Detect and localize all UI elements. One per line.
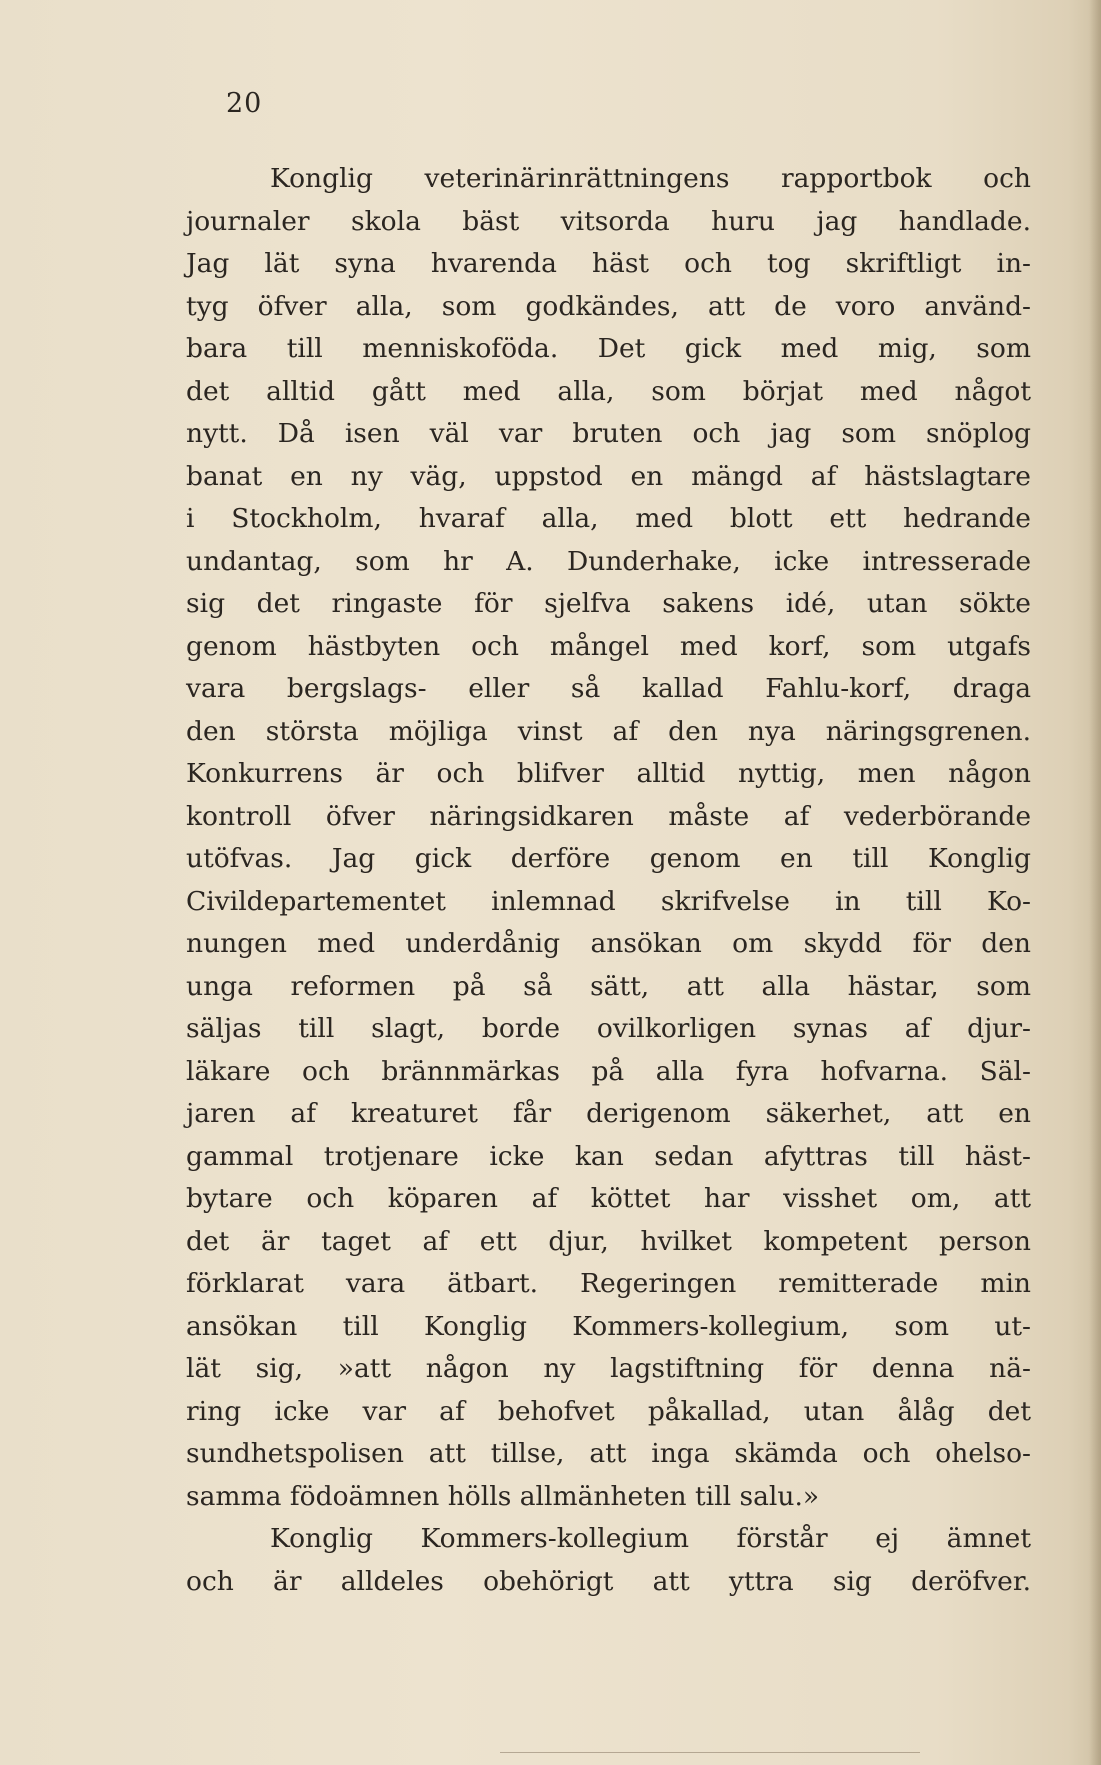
text-line: sig det ringaste för sjelfva sakens idé, utan sökte — [186, 588, 1031, 619]
text-line: ansökan till Konglig Kommers-kollegium, som ut- — [186, 1310, 1031, 1342]
text-line: utöfvas. Jag gick derföre genom en till Konglig — [186, 843, 1031, 874]
text-line: vara bergslags- eller så kallad Fahlu-korf, draga — [186, 673, 1031, 704]
text-line: Konkurrens är och blifver alltid nyttig, men någon — [186, 758, 1031, 789]
text-line: nungen med underdånig ansökan om skydd för den — [186, 928, 1031, 959]
text-line: ring icke var af behofvet påkallad, utan ålåg det — [186, 1395, 1031, 1427]
text-line: genom hästbyten och mångel med korf, som utgafs — [186, 630, 1031, 662]
text-line: läkare och brännmärkas på alla fyra hofvarna. Säl- — [186, 1055, 1031, 1087]
text-line: samma födoämnen hölls allmänheten till salu.» — [186, 1480, 820, 1512]
text-line: Civildepartementet inlemnad skrifvelse in till Ko- — [186, 885, 1031, 917]
text-line: Konglig veterinärinrättningens rapportbok och — [270, 163, 1031, 194]
page-number: 20 — [226, 88, 263, 119]
text-line: banat en ny väg, uppstod en mängd af hästslagtare — [186, 460, 1031, 492]
text-line: jaren af kreaturet får derigenom säkerhet, att en — [186, 1098, 1031, 1129]
text-line: det alltid gått med alla, som börjat med något — [186, 375, 1031, 407]
text-line: journaler skola bäst vitsorda huru jag handlade. — [186, 205, 1031, 237]
text-line: i Stockholm, hvaraf alla, med blott ett hedrande — [186, 503, 1031, 534]
text-line: nytt. Då isen väl var bruten och jag som snöplog — [186, 418, 1031, 449]
text-line: tyg öfver alla, som godkändes, att de voro använd- — [186, 290, 1031, 322]
page-edge-shadow — [1089, 0, 1101, 1765]
text-line: bara till menniskoföda. Det gick med mig, som — [186, 333, 1031, 364]
text-line: kontroll öfver näringsidkaren måste af vederbörande — [186, 800, 1031, 832]
text-line: förklarat vara ätbart. Regeringen remitterade min — [186, 1268, 1031, 1299]
text-line: den största möjliga vinst af den nya näringsgrenen. — [186, 715, 1031, 747]
text-line: och är alldeles obehörigt att yttra sig deröfver. — [186, 1565, 1031, 1597]
text-line: säljas till slagt, borde ovilkorligen synas af djur- — [186, 1013, 1031, 1044]
text-line: lät sig, »att någon ny lagstiftning för denna nä- — [186, 1353, 1031, 1384]
text-line: undantag, som hr A. Dunderhake, icke intresserade — [186, 545, 1031, 577]
text-line: Jag lät syna hvarenda häst och tog skriftligt in- — [186, 248, 1031, 279]
text-line: gammal trotjenare icke kan sedan afyttras till häst- — [186, 1140, 1031, 1172]
text-line: sundhetspolisen att tillse, att inga skämda och ohelso- — [186, 1438, 1031, 1469]
body-text — [186, 158, 1031, 1603]
page-bottom-rule — [500, 1752, 920, 1753]
text-line: det är taget af ett djur, hvilket kompetent person — [186, 1225, 1031, 1257]
text-line: unga reformen på så sätt, att alla hästar, som — [186, 970, 1031, 1002]
text-line: bytare och köparen af köttet har visshet om, att — [186, 1183, 1031, 1214]
text-line: Konglig Kommers-kollegium förstår ej ämnet — [270, 1523, 1031, 1554]
